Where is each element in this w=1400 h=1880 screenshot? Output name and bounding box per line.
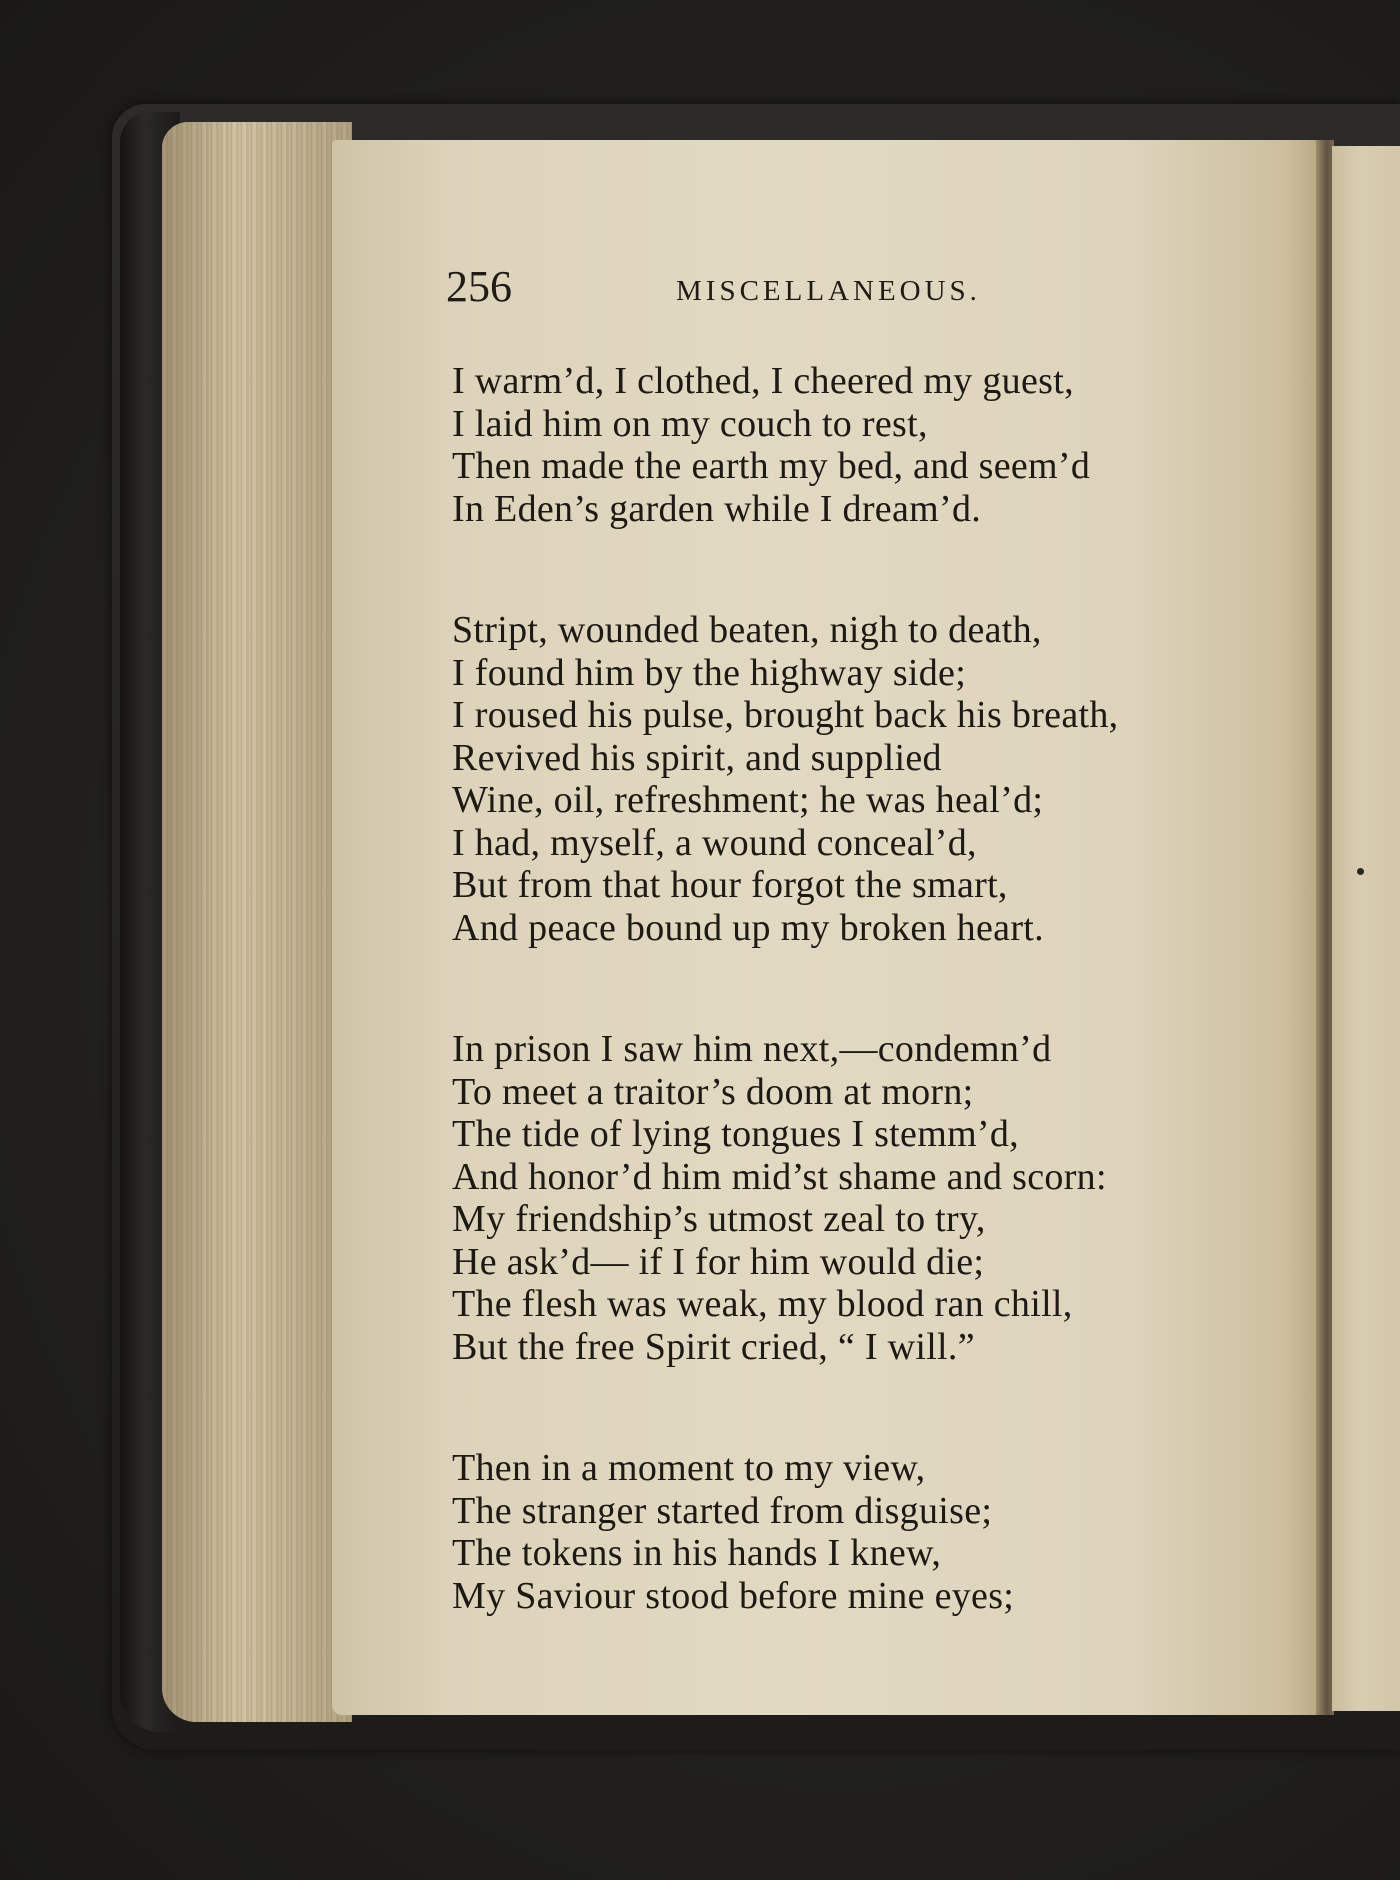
stanza-2 [452,609,1272,949]
ink-dot-mark [1357,868,1364,875]
stanza-1 [452,360,1272,530]
right-page [1332,146,1400,1711]
poem-line: But from that hour forgot the smart, [452,864,1008,906]
poem-line: But the free Spirit cried, “ I will.” [452,1325,975,1368]
stanza-3 [452,1028,1272,1368]
poem-line: In prison I saw him next,—condemn’d [452,1028,1052,1070]
poem-line: Then made the earth my bed, and seem’d [452,445,1091,487]
poem-line: I had, myself, a wound conceal’d, [452,821,977,864]
poem-line: I found him by the highway side; [452,651,967,694]
poem-line: Stript, wounded beaten, nigh to death, [452,609,1042,651]
poem-line: I warm’d, I clothed, I cheered my guest, [452,360,1074,402]
page-header [446,262,1086,322]
poem-line: The tide of lying tongues I stemm’d, [452,1113,1019,1155]
poem-line: He ask’d— if I for him would die; [452,1240,985,1283]
page-number: 256 [446,262,512,311]
poem-line: To meet a traitor’s doom at morn; [452,1070,974,1113]
poem-line: In Eden’s garden while I dream’d. [452,487,982,530]
running-head: MISCELLANEOUS. [676,275,981,307]
poem-line: Then in a moment to my view, [452,1447,926,1489]
poem-line: The flesh was weak, my blood ran chill, [452,1283,1073,1325]
poem-line: My Saviour stood before mine eyes; [452,1574,1015,1617]
poem-line: I roused his pulse, brought back his breath, [452,694,1119,736]
poem-line: Revived his spirit, and supplied [452,736,942,779]
poem-line: Wine, oil, refreshment; he was heal’d; [452,779,1044,821]
page-edges-shading [162,122,352,1722]
stanza-4 [452,1447,1272,1617]
poem-line: The tokens in his hands I knew, [452,1532,942,1574]
poem-text [452,360,1272,1696]
poem-line: My friendship’s utmost zeal to try, [452,1198,986,1240]
poem-line: And honor’d him mid’st shame and scorn: [452,1155,1107,1198]
poem-line: The stranger started from disguise; [452,1489,993,1532]
poem-line: I laid him on my couch to rest, [452,402,928,445]
poem-line: And peace bound up my broken heart. [452,906,1044,949]
